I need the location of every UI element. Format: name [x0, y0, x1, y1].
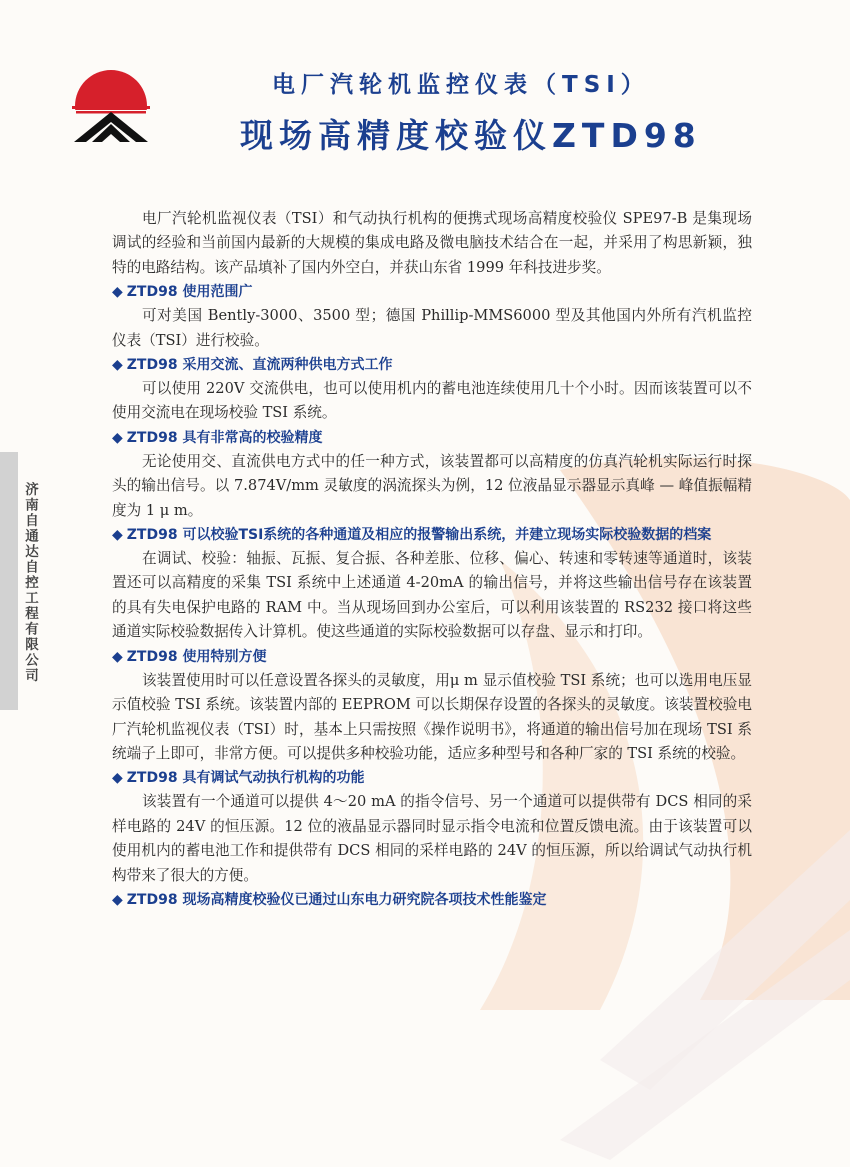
section-paragraph: 无论使用交、直流供电方式中的任一种方式，该装置都可以高精度的仿真汽轮机实际运行时探头的输出信号。以 7.874V/mm 灵敏度的涡流探头为例，12 位液晶显示器显示真峰 — 峰值振幅精度为 1 μ m。 [112, 452, 752, 519]
diamond-bullet-icon: ◆ [112, 357, 123, 374]
section-heading [112, 888, 752, 912]
header-title-line1: 电厂汽轮机监控仪表（TSI） [272, 72, 650, 98]
diamond-bullet-icon: ◆ [112, 429, 123, 446]
section-paragraph: 该装置有一个通道可以提供 4～20 mA 的指令信号、另一个通道可以提供带有 DCS 相同的采样电路的 24V 的恒压源。12 位的液晶显示器同时显示指令电流和位置反馈电流。由于该装置可以使用机内的蓄电池工作和提供带有 DCS 相同的采样电路的 24V 的恒压源，所以给调试气动执行机构带来了很大的方便。 [112, 793, 752, 884]
section-paragraph: 该装置使用时可以任意设置各探头的灵敏度，用μ m 显示值校验 TSI 系统；也可以选用电压显示值校验 TSI 系统。该装置内部的 EEPROM 可以长期保存设置的各探头的灵敏度。该装置校验电厂汽轮机监视仪表（TSI）时，基本上只需按照《操作说明书》，将通道的输出信号加在现场 TSI 系统端子上即可，非常方便。可以提供多种校验功能，适应多种型号和各种厂家的 TSI 系统的校验。 [112, 671, 752, 762]
diamond-bullet-icon: ◆ [112, 891, 123, 908]
sun-and-mountain-logo-icon [66, 66, 156, 146]
section-heading-text: ZTD98 采用交流、直流两种供电方式工作 [126, 357, 393, 374]
section-heading [112, 645, 752, 669]
sidebar-strip [0, 452, 18, 710]
article-body [112, 207, 752, 912]
diamond-bullet-icon: ◆ [112, 770, 123, 787]
header-title-line2: 现场高精度校验仪ZTD98 [240, 116, 702, 155]
section-heading-text: ZTD98 可以校验TSI系统的各种通道及相应的报警输出系统，并建立现场实际校验数据的档案 [126, 527, 712, 544]
section-paragraph: 在调试、校验：轴振、瓦振、复合振、各种差胀、位移、偏心、转速和零转速等通道时，该装置还可以高精度的采集 TSI 系统中上述通道 4-20mA 的输出信号，并将这些输出信号存在该装置的具有失电保护电路的 RAM 中。当从现场回到办公室后，可以利用该装置的 RS232 接口将这些通道实际校验数据传入计算机。使这些通道的实际校验数据可以存盘、显示和打印。 [112, 550, 752, 641]
section-heading [112, 426, 752, 450]
section-heading-text: ZTD98 使用特别方便 [126, 648, 267, 665]
section-heading [112, 353, 752, 377]
section-heading [112, 523, 752, 547]
company-name: 济南自通达自控工程有限公司 [22, 482, 38, 684]
section-heading-text: ZTD98 具有非常高的校验精度 [126, 429, 323, 446]
section-heading [112, 766, 752, 790]
section-heading-text: ZTD98 具有调试气动执行机构的功能 [126, 770, 365, 787]
section-paragraph: 可对美国 Bently-3000、3500 型；德国 Phillip-MMS6000 型及其他国内外所有汽机监控仪表（TSI）进行校验。 [112, 307, 752, 349]
diamond-bullet-icon: ◆ [112, 527, 123, 544]
diamond-bullet-icon: ◆ [112, 284, 123, 301]
intro-paragraph: 电厂汽轮机监视仪表（TSI）和气动执行机构的便携式现场高精度校验仪 SPE97-B 是集现场调试的经验和当前国内最新的大规模的集成电路及微电脑技术结合在一起，并采用了构思新颖，独特的电路结构。该产品填补了国内外空白，并获山东省 1999 年科技进步奖。 [112, 210, 752, 276]
section-heading [112, 280, 752, 304]
section-heading-text: ZTD98 现场高精度校验仪已通过山东电力研究院各项技术性能鉴定 [126, 891, 547, 908]
section-heading-text: ZTD98 使用范围广 [126, 284, 253, 301]
section-paragraph: 可以使用 220V 交流供电，也可以使用机内的蓄电池连续使用几十个小时。因而该装置可以不使用交流电在现场校验 TSI 系统。 [112, 380, 752, 422]
diamond-bullet-icon: ◆ [112, 648, 123, 665]
